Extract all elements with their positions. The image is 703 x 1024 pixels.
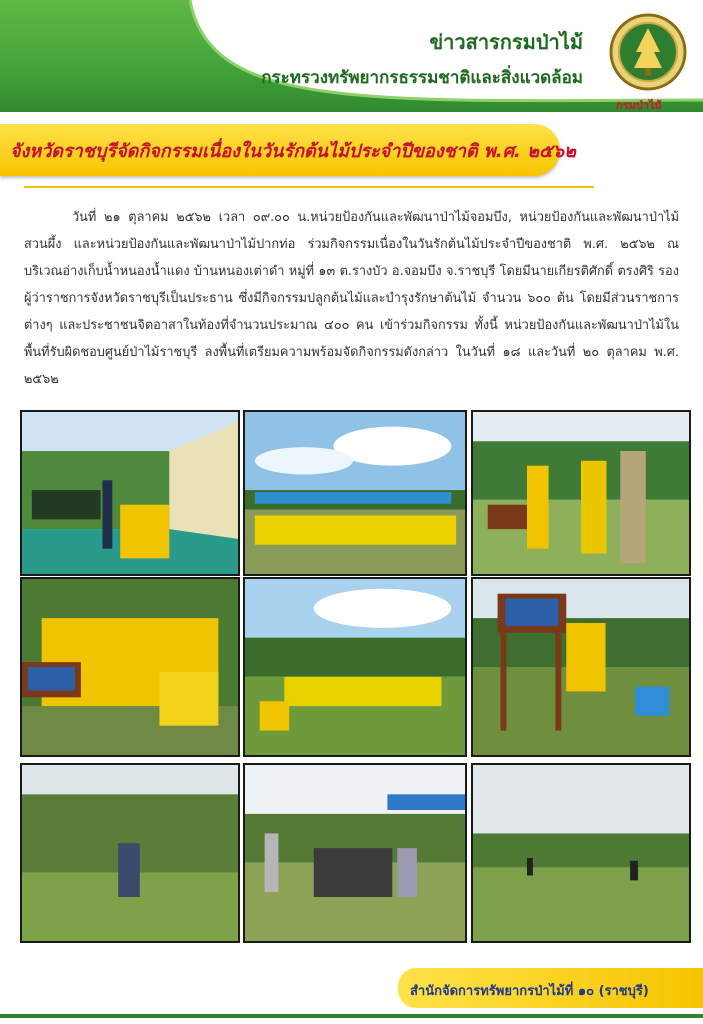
headline-divider <box>24 186 594 188</box>
group-preparing-site-photo <box>243 763 467 943</box>
crowd-in-yellow-shirts-photo <box>243 410 467 576</box>
officials-planting-tree-photo <box>471 410 691 576</box>
department-title: ข่าวสารกรมป่าไม้ <box>429 30 583 54</box>
logo-caption: กรมป่าไม้ <box>616 99 662 112</box>
footer-divider <box>0 1014 703 1018</box>
header-white-wave <box>0 0 703 112</box>
article-body <box>24 204 679 393</box>
header-banner <box>0 0 703 112</box>
article-paragraph: วันที่ ๒๑ ตุลาคม ๒๕๖๒ เวลา ๐๙.๐๐ น.หน่วยป้องกันและพัฒนาป่าไม้จอมบึง, หน่วยป้องกันและพัฒนาป่าไม้สวนผึ้ง และหน่วยป้องกันและพัฒนาป่าไม้ปากท่อ ร่วมกิจกรรมเนื่องในวันรักต้นไม้ประจำปีของชาติ พ.ศ. ๒๕๖๒ ณ บริเวณอ่างเก็บน้ำหนองน้ำแดง บ้านหนองเต่าดำ หมู่ที่ ๑๓ ต.รางบัว อ.จอมบึง จ.ราชบุรี โดยมีนายเกียรติศักดิ์ ตรงศิริ รองผู้ว่าราชการจังหวัดราชบุรีเป็นประธาน ซึ่งมีกิจกรรมปลูกต้นไม้และบำรุงรักษาต้นไม้ จำนวน ๖๐๐ ต้น โดยมีส่วนราชการต่างๆ และประชาชนจิตอาสาในท้องที่จำนวนประมาณ ๔๐๐ คน เข้าร่วมกิจกรรม ทั้งนี้ หน่วยป้องกันและพัฒนาป่าไม้ในพื้นที่รับผิดชอบศูนย์ป่าไม้ราชบุรี ลงพื้นที่เตรียมความพร้อมจัดกิจกรรมดังกล่าว ในวันที่ ๑๘ และวันที่ ๒๐ ตุลาคม พ.ศ. ๒๕๖๒ <box>24 210 679 387</box>
group-planting-with-sign-photo <box>20 577 240 757</box>
headline: จังหวัดราชบุรีจัดกิจกรรมเนื่องในวันรักต้นไม้ประจำปีของชาติ พ.ศ. ๒๕๖๒ <box>10 141 576 162</box>
ceremony-stage-photo <box>20 410 240 576</box>
open-field-workers-photo <box>471 763 691 943</box>
planting-near-signboard-photo <box>471 577 691 757</box>
footer-office-name: สำนักจัดการทรัพยากรป่าไม้ที่ ๑๐ (ราชบุรี) <box>410 984 649 999</box>
man-digging-photo <box>20 763 240 943</box>
royal-forest-department-emblem-icon <box>608 12 688 98</box>
volunteers-planting-field-photo <box>243 577 467 757</box>
ministry-subtitle: กระทรวงทรัพยากรธรรมชาติและสิ่งแวดล้อม <box>261 68 583 88</box>
